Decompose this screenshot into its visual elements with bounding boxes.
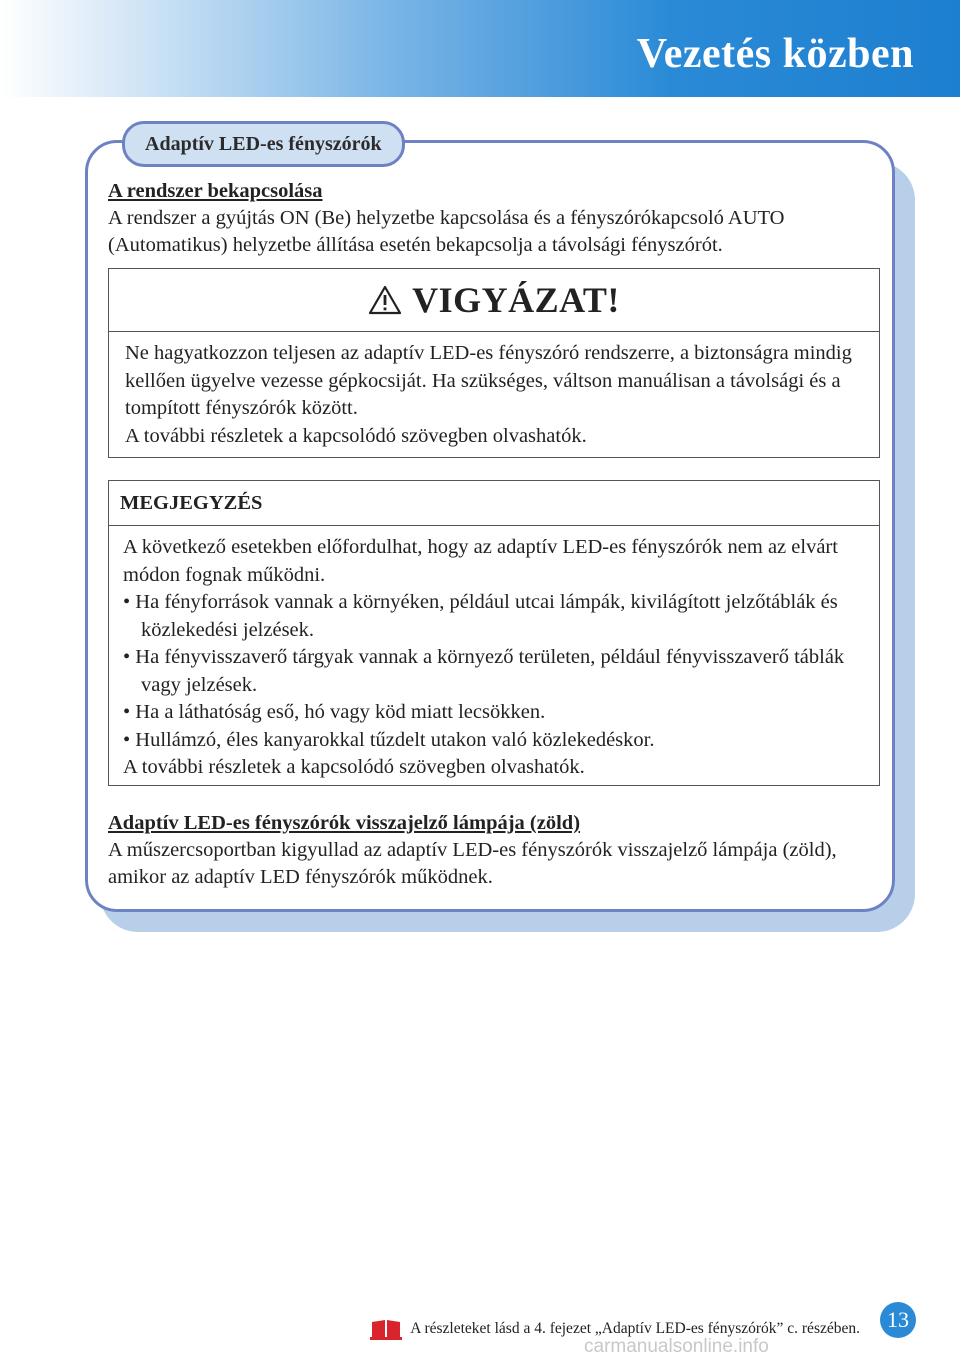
footer-reference-text: A részleteket lásd a 4. fejezet „Adaptív LED-es fényszórók” c. részében.	[410, 1320, 860, 1337]
caution-title: VIGYÁZAT!	[412, 280, 620, 320]
activation-text: A rendszer a gyújtás ON (Be) helyzetbe kapcsolása és a fényszórókapcsoló AUTO (Automatikus) helyzetbe állítása esetén bekapcsolja a távolsági fényszórót.	[108, 207, 785, 256]
note-bullet: • Ha fényforrások vannak a környéken, például utcai lámpák, kivilágított jelzőtáblák és közlekedési jelzések.	[123, 591, 838, 641]
warning-icon	[368, 285, 402, 315]
page-header	[0, 0, 960, 97]
note-box	[108, 480, 880, 786]
caution-text: Ne hagyatkozzon teljesen az adaptív LED-es fényszóró rendszerre, a biztonságra mindig kellően ügyelve vezesse gépkocsiját. Ha szükséges, váltson manuálisan a távolsági és a tompított fényszórók között.	[125, 342, 852, 419]
indicator-text: A műszercsoportban kigyullad az adaptív LED-es fényszórók visszajelző lámpája (zöld), amikor az adaptív LED fényszórók működnek.	[108, 839, 837, 888]
caution-reference: A további részletek a kapcsolódó szövegben olvashatók.	[125, 424, 587, 447]
activation-section	[108, 178, 878, 259]
note-bullet: • Ha fényvisszaverő tárgyak vannak a környező területen, például fényvisszaverő táblák vagy jelzések.	[123, 646, 845, 696]
note-title: MEGJEGYZÉS	[109, 481, 879, 526]
page-title: Vezetés közben	[636, 31, 914, 77]
note-bullet: • Hullámzó, éles kanyarokkal tűzdelt utakon való közlekedéskor.	[123, 728, 655, 751]
note-body	[109, 526, 879, 786]
section-tab: Adaptív LED-es fényszórók	[122, 121, 405, 167]
activation-heading: A rendszer bekapcsolása	[108, 180, 323, 202]
note-intro: A következő esetekben előfordulhat, hogy az adaptív LED-es fényszórók nem az elvárt módon fognak működni.	[123, 536, 838, 586]
page-number: 13	[880, 1302, 916, 1338]
indicator-heading: Adaptív LED-es fényszórók visszajelző lámpája (zöld)	[108, 812, 581, 834]
book-icon	[370, 1318, 402, 1340]
note-bullet: • Ha a láthatóság eső, hó vagy köd miatt lecsökken.	[123, 701, 546, 723]
caution-header	[109, 269, 879, 332]
caution-box	[108, 268, 880, 458]
caution-body	[109, 332, 879, 454]
indicator-section	[108, 810, 878, 891]
watermark: carmanualsonline.info	[584, 1336, 769, 1357]
note-outro: A további részletek a kapcsolódó szövegben olvashatók.	[123, 756, 585, 778]
